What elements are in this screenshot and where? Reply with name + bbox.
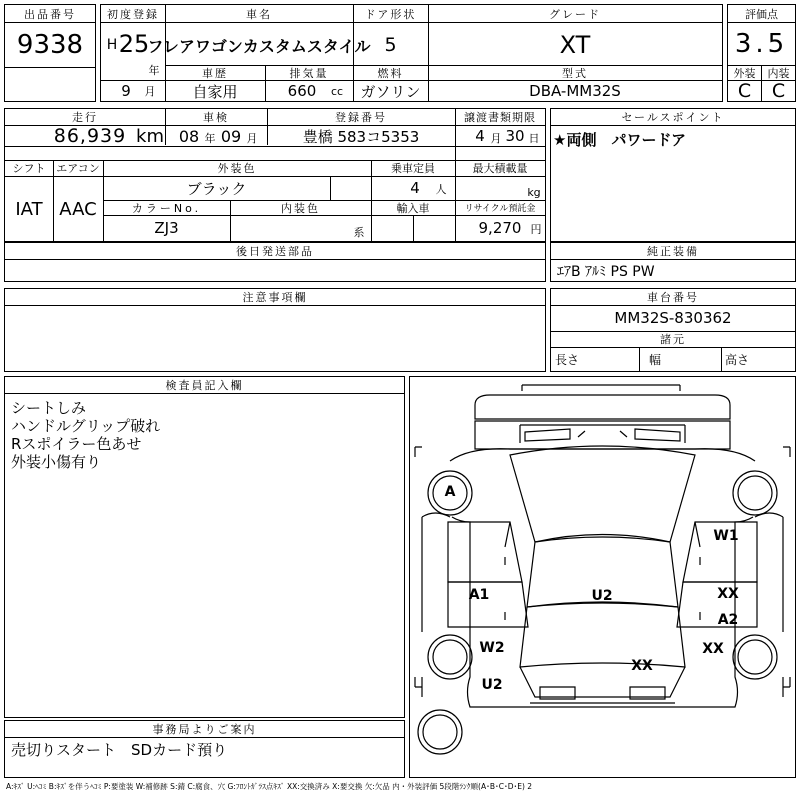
- color-no-label: カラーNo.: [131, 201, 202, 215]
- equipment-label: 純正装備: [647, 245, 699, 258]
- plate-label: 登録番号: [335, 111, 387, 124]
- recycle-unit: 円: [530, 223, 542, 236]
- ac: AAC: [59, 198, 97, 220]
- plate: 豊橋 583コ5353: [302, 127, 420, 146]
- notes-box: [4, 288, 546, 372]
- displacement-unit: cc: [330, 84, 344, 98]
- inspector-line-3: Rスポイラー色あせ: [11, 435, 142, 453]
- damage-mark-3: A1: [468, 587, 490, 603]
- lot-number-label: 出品番号: [24, 7, 76, 21]
- history-label: 車歴: [202, 66, 228, 80]
- lot-number-box: [4, 4, 96, 102]
- int-color-label: 内装色: [281, 201, 320, 215]
- damage-mark-4: U2: [591, 588, 613, 604]
- inspector-box: [4, 376, 405, 718]
- dimensions-label: 諸元: [660, 333, 686, 346]
- sales-points-text: ★両側 パワードア: [553, 131, 686, 149]
- damage-mark-5: XX: [717, 586, 739, 602]
- transfer-day-unit: 日: [528, 132, 540, 145]
- doors: 5: [384, 34, 397, 56]
- notes-label: 注意事項欄: [242, 291, 308, 304]
- displacement-label: 排気量: [289, 66, 329, 80]
- fuel: ガソリン: [360, 82, 421, 101]
- vehicle-header-box: [100, 4, 723, 102]
- mileage-unit: km: [136, 125, 164, 147]
- equipment-text: ｴｱB ｱﾙﾐ PS PW: [557, 264, 655, 280]
- inspection-label: 車検: [203, 111, 229, 124]
- score: 3.5: [734, 29, 789, 59]
- car-name: フレアワゴンカスタムスタイル: [147, 36, 371, 56]
- later-parts-label: 後日発送部品: [236, 245, 314, 258]
- mileage: 86,939: [53, 125, 127, 147]
- capacity-label: 乗車定員: [391, 162, 435, 175]
- length-label: 長さ: [555, 353, 580, 367]
- office-label: 事務局よりご案内: [152, 723, 257, 736]
- insp-year: 08: [178, 126, 200, 146]
- lot-number: 9338: [16, 30, 84, 60]
- chassis-box: [550, 288, 796, 372]
- exterior-label: 外装: [733, 66, 756, 80]
- transfer-month: 4: [475, 127, 485, 145]
- year-unit: 年: [148, 64, 160, 77]
- month-unit: 月: [144, 85, 156, 98]
- equipment-box: [550, 242, 796, 282]
- grade: XT: [559, 31, 591, 59]
- inspector-line-4: 外装小傷有り: [11, 453, 102, 471]
- load-unit: kg: [527, 185, 541, 199]
- score-box: [727, 4, 796, 102]
- first-reg-month: 9: [121, 82, 131, 100]
- insp-month: 09: [220, 126, 242, 146]
- recycle-label: リサイクル預託金: [464, 204, 536, 214]
- office-box: [4, 720, 405, 778]
- damage-mark-6: A2: [717, 612, 739, 628]
- height-label: 高さ: [725, 353, 750, 367]
- first-reg-year: 25: [118, 30, 150, 58]
- inspector-line-2: ハンドルグリップ破れ: [11, 417, 161, 435]
- transfer-day: 30: [505, 127, 525, 145]
- sales-points-box: [550, 108, 796, 242]
- load-label: 最大積載量: [472, 162, 528, 175]
- damage-diagram: [409, 376, 796, 778]
- color-label: 外装色: [217, 162, 257, 175]
- car-name-label: 車名: [246, 7, 272, 21]
- inspector-line-1: シートしみ: [11, 399, 87, 417]
- inspector-label: 検査員記入欄: [165, 379, 244, 392]
- ac-label: エアコン: [56, 162, 100, 175]
- damage-mark-10: U2: [481, 677, 503, 693]
- mileage-label: 走行: [72, 111, 98, 124]
- width-label: 幅: [649, 353, 662, 367]
- transfer-month-unit: 月: [490, 132, 502, 145]
- transfer-label: 譲渡書類期限: [464, 111, 536, 124]
- damage-mark-1: A: [444, 484, 456, 500]
- shift-label: シフト: [12, 162, 46, 175]
- fuel-label: 燃料: [377, 66, 404, 80]
- int-color-unit: 系: [353, 226, 365, 239]
- interior-grade: C: [771, 80, 786, 102]
- exterior-grade: C: [737, 80, 752, 102]
- legend-text: A:ｷｽﾞ U:ﾍｺﾐ B:ｷｽﾞを伴うﾍｺﾐ P:要塗装 W:補修跡 S:錆 C:腐食、穴 G:ﾌﾛﾝﾄｶﾞﾗｽ点ｷｽﾞ XX:交換済み X:要交換 欠:欠品 内・外装評価 5段階ﾗﾝｸ順(A･B･C･D･E) 2: [6, 782, 533, 791]
- displacement: 660: [287, 82, 317, 100]
- interior-label: 内装: [767, 66, 790, 80]
- color-no: ZJ3: [154, 219, 179, 237]
- damage-mark-8: XX: [702, 641, 724, 657]
- score-label: 評価点: [745, 7, 778, 21]
- grade-label: グレード: [549, 7, 601, 21]
- damage-mark-7: W2: [479, 640, 505, 656]
- shift: IAT: [15, 198, 43, 220]
- chassis-label: 車台番号: [647, 291, 699, 304]
- damage-mark-2: W1: [713, 528, 739, 544]
- model-label: 型式: [562, 66, 588, 80]
- insp-year-unit: 年: [204, 132, 216, 145]
- model: DBA-MM32S: [529, 82, 621, 100]
- damage-mark-9: XX: [631, 658, 653, 674]
- capacity-unit: 人: [435, 183, 447, 196]
- recycle: 9,270: [478, 219, 522, 237]
- door-label: ドア形状: [364, 7, 417, 21]
- color: ブラック: [186, 179, 247, 198]
- spec-table: [4, 108, 546, 242]
- first-reg-label: 初度登録: [107, 7, 159, 21]
- later-parts-box: [4, 242, 546, 282]
- insp-month-unit: 月: [246, 132, 258, 145]
- capacity: 4: [410, 179, 420, 197]
- import-label: 輸入車: [396, 201, 430, 215]
- car-outline: [410, 377, 795, 777]
- sales-points-label: セールスポイント: [621, 111, 725, 124]
- office-text: 売切りスタート SDカード預り: [11, 741, 228, 759]
- chassis-number: MM32S-830362: [614, 309, 732, 327]
- history: 自家用: [192, 82, 238, 101]
- era: H: [106, 37, 118, 53]
